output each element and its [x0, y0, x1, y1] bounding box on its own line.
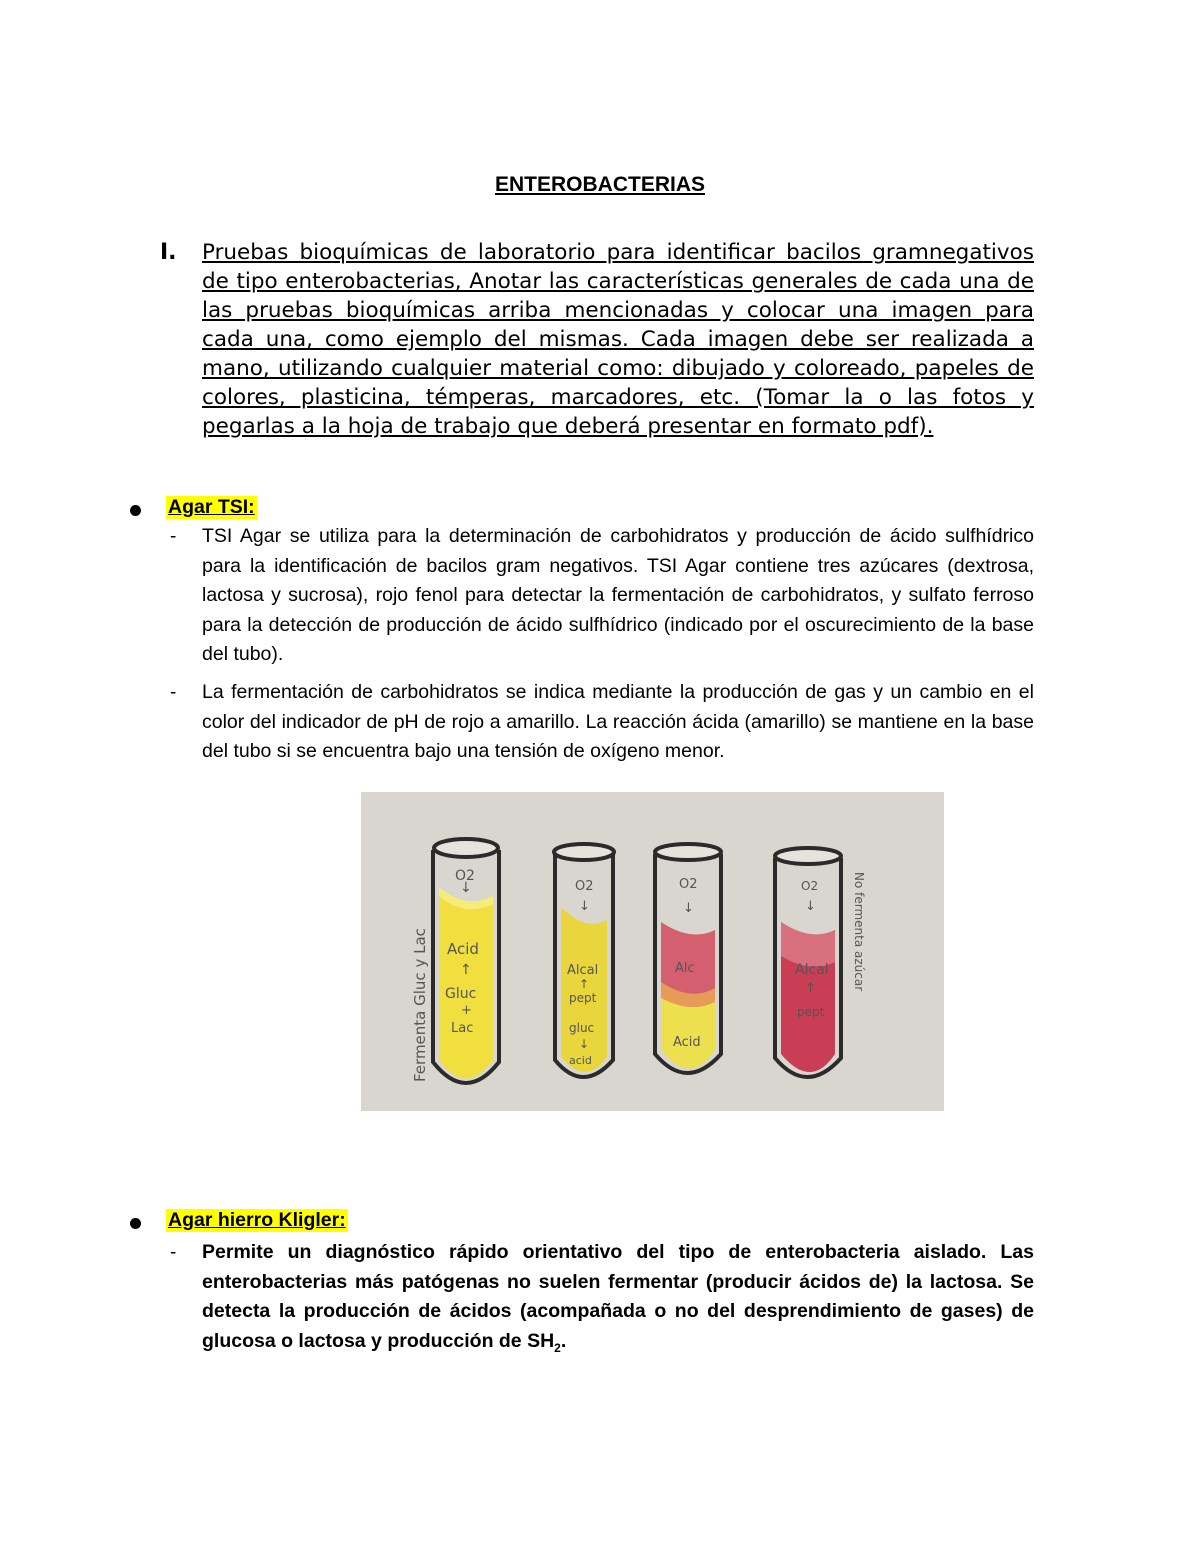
tsi-tubes-drawing — [361, 792, 944, 1111]
svg-text:↓: ↓ — [460, 880, 472, 896]
tsi-paragraph-1: TSI Agar se utiliza para la determinación de carbohidratos y producción de ácido sulfhídrico para la identificación de bacilos gram negativos. TSI Agar contiene tres azúcares (dextrosa, lactosa y sucrosa), rojo fenol para detectar la fermentación de carbohidratos, y sulfato ferroso para la detección de producción de ácido sulfhídrico (indicado por el oscurecimiento de la base del tubo). — [202, 525, 1034, 665]
svg-text:Alcal: Alcal — [567, 963, 599, 978]
side-note-right: No fermenta azúcar — [852, 872, 866, 992]
svg-text:↑: ↑ — [805, 981, 816, 996]
svg-text:↓: ↓ — [579, 899, 590, 914]
dash-marker: - — [170, 526, 177, 547]
tsi-paragraph-2: La fermentación de carbohidratos se indica mediante la producción de gas y un cambio en el color del indicador de pH de rojo a amarillo. La reacción ácida (amarillo) se mantiene en la base del tubo si se encuentra bajo una tensión de oxígeno menor. — [202, 681, 1034, 762]
dash-marker: - — [170, 1242, 177, 1263]
document-title: ENTEROBACTERIAS — [494, 173, 705, 196]
side-note-left: Fermenta Gluc y Lac — [411, 928, 429, 1082]
bullet-icon — [130, 1218, 141, 1229]
svg-text:Gluc: Gluc — [445, 986, 477, 1002]
kligler-heading: Agar hierro Kligler: — [168, 1209, 346, 1231]
kligler-paragraph — [202, 1238, 1034, 1363]
svg-text:Alc: Alc — [675, 961, 695, 976]
svg-text:gluc: gluc — [569, 1021, 595, 1035]
tsi-heading: Agar TSI: — [168, 496, 255, 518]
svg-text:Acid: Acid — [673, 1035, 701, 1050]
svg-text:↓: ↓ — [579, 1037, 590, 1051]
svg-text:+: + — [461, 1003, 472, 1018]
svg-text:Acid: Acid — [447, 940, 479, 958]
svg-text:O2: O2 — [455, 868, 475, 884]
svg-text:↑: ↑ — [579, 977, 590, 991]
svg-text:pept: pept — [569, 991, 597, 1005]
dash-marker: - — [170, 682, 177, 703]
svg-text:acid: acid — [569, 1054, 592, 1067]
svg-text:O2: O2 — [679, 877, 698, 892]
svg-text:pept: pept — [797, 1005, 825, 1019]
kligler-subscript: 2 — [554, 1340, 561, 1355]
svg-text:↑: ↑ — [460, 962, 472, 978]
svg-text:O2: O2 — [575, 879, 594, 894]
svg-text:O2: O2 — [801, 879, 819, 893]
section-number: I. — [160, 240, 177, 265]
kligler-text: Permite un diagnóstico rápido orientativo del tipo de enterobacteria aislado. Las enterobacterias más patógenas no suelen fermentar (producir ácidos de) la lactosa. Se detecta la producción de ácidos (acompañada o no del desprendimiento de gases) de glucosa o lactosa y producción de SH — [202, 1241, 1034, 1352]
svg-text:↓: ↓ — [805, 899, 816, 914]
kligler-end: . — [560, 1329, 567, 1352]
svg-text:Lac: Lac — [451, 1021, 474, 1036]
svg-text:Alcal: Alcal — [795, 962, 829, 978]
bullet-icon — [130, 505, 141, 516]
section-instructions: Pruebas bioquímicas de laboratorio para identificar bacilos gramnegativos de tipo enterobacterias, Anotar las características generales de cada una de las pruebas bioquímicas arriba mencionadas y colocar una imagen para cada una, como ejemplo del mismas. Cada imagen debe ser realizada a mano, utilizando cualquier material como: dibujado y coloreado, papeles de colores, plasticina, témperas, marcadores, etc. (Tomar la o las fotos y pegarlas a la hoja de trabajo que deberá presentar en formato pdf). — [202, 240, 1034, 439]
svg-text:↓: ↓ — [683, 901, 694, 916]
